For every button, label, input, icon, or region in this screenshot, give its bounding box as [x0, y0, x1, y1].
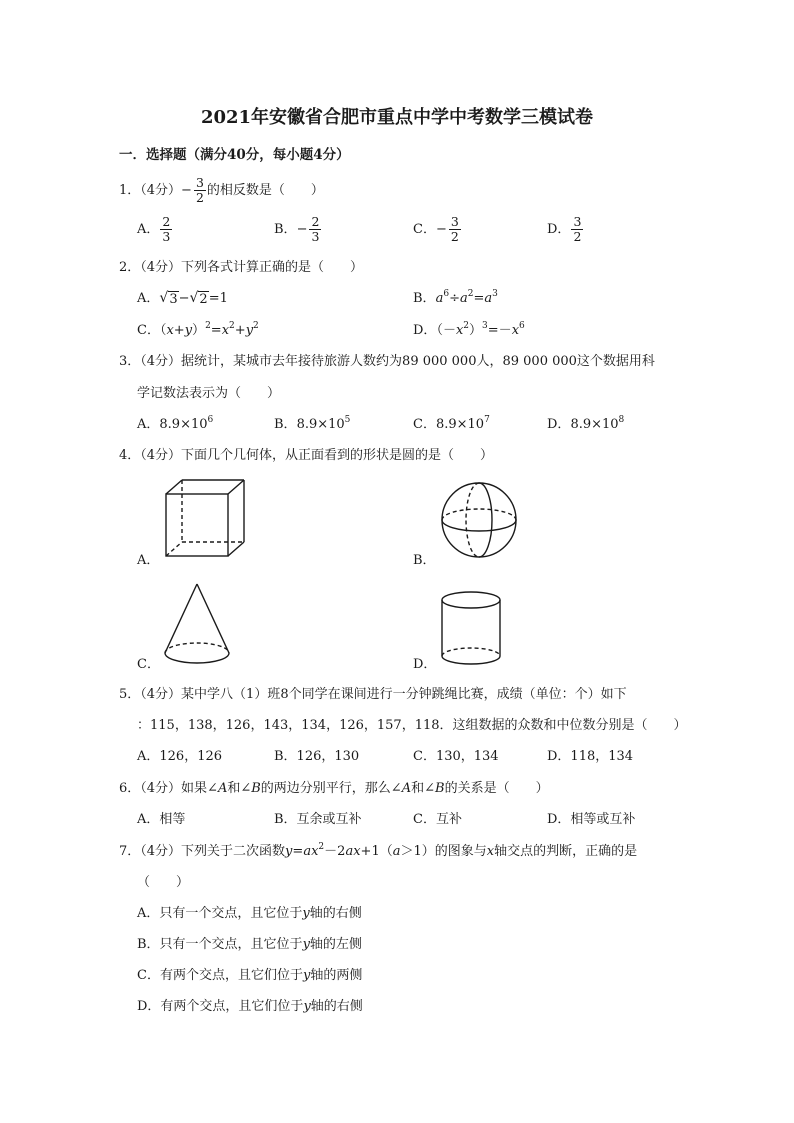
q1-a-fraction: [160, 215, 172, 244]
q1-suffix: 的相反数是（ ）: [206, 183, 324, 198]
section-heading: 一．选择题（满分40分，每小题4分）: [119, 147, 350, 163]
question-7-stem-line2: （ ）: [137, 875, 190, 890]
q1-frac-den: 2: [195, 190, 204, 205]
q2-option-d[interactable]: D．$(-x^2)^3=-x^6$: [413, 321, 525, 338]
q3-option-b[interactable]: B．$8.9\times 10^5$: [274, 415, 351, 432]
q6-option-c[interactable]: C．互补: [413, 812, 462, 827]
neg-sign: −: [296, 222, 308, 237]
cube-icon: [160, 478, 250, 558]
q5-option-a[interactable]: A．126，126: [137, 749, 223, 764]
q6-option-b[interactable]: B．互余或互补: [274, 812, 362, 827]
question-2-stem: 2．（4分）下列各式计算正确的是（ ）: [119, 260, 364, 275]
sqrt-3: √ 3: [159, 290, 178, 307]
q7-option-d[interactable]: D．有两个交点，且它们位于y轴的右侧: [137, 999, 363, 1014]
option-label: C．: [413, 222, 436, 237]
q1-d-fraction: [571, 215, 583, 244]
sqrt-2: √ 2: [189, 290, 208, 307]
q1-c-fraction: [449, 215, 461, 244]
option-label: A．: [137, 291, 160, 306]
frac-num: 3: [450, 214, 459, 229]
q1-fraction: [194, 176, 206, 205]
page-title: 2021年安徽省合肥市重点中学中考数学三模试卷: [200, 107, 594, 128]
question-5-stem-line2: ：115，138，126，143，134，126，157，118．这组数据的众数和中位数分别是（ ）: [137, 718, 687, 733]
q5-option-d[interactable]: D．118，134: [547, 749, 634, 764]
q4-option-b-label[interactable]: B．: [413, 553, 436, 568]
q1-option-b[interactable]: [274, 213, 322, 247]
question-5-stem-line1: 5．（4分）某中学八（1）班8个同学在课间进行一分钟跳绳比赛，成绩（单位：个）如下: [119, 687, 627, 702]
q4-option-a-label[interactable]: A．: [137, 553, 160, 568]
q3-option-a[interactable]: A．$8.9\times 10^6$: [137, 415, 214, 432]
q5-option-b[interactable]: B．126，130: [274, 749, 360, 764]
q5-option-c[interactable]: C．130，134: [413, 749, 499, 764]
q1-neg-sign: −: [181, 183, 192, 198]
q1-option-a[interactable]: [137, 213, 173, 247]
q2-option-a[interactable]: A． √ 3 − √ 2 =1: [137, 290, 228, 307]
neg-sign: −: [435, 222, 447, 237]
question-3-stem-line1: 3．（4分）据统计，某城市去年接待旅游人数约为89 000 000人，89 000 000这个数据用科: [119, 354, 655, 369]
q1-option-d[interactable]: [547, 213, 584, 247]
option-label: D．: [547, 222, 571, 237]
frac-den: 3: [162, 229, 171, 244]
frac-den: 2: [573, 229, 582, 244]
sphere-icon: [441, 482, 521, 562]
frac-num: 2: [162, 214, 171, 229]
q2-option-c[interactable]: C．$(x+y)^2=x^2+y^2$: [137, 321, 259, 338]
question-4-stem: 4．（4分）下面几个几何体，从正面看到的形状是圆的是（ ）: [119, 448, 494, 463]
q1-frac-num: 3: [195, 175, 204, 190]
q3-option-d[interactable]: D．$8.9\times 10^8$: [547, 415, 625, 432]
q1-b-fraction: [309, 215, 321, 244]
frac-den: 2: [450, 229, 459, 244]
question-1-stem: [119, 174, 324, 208]
cylinder-icon: [441, 590, 503, 670]
q6-option-d[interactable]: D．相等或互补: [547, 812, 636, 827]
q1-option-c[interactable]: [413, 213, 462, 247]
question-3-stem-line2: 学记数法表示为（ ）: [137, 386, 281, 401]
q6-option-a[interactable]: A．相等: [137, 812, 186, 827]
option-label: D．: [413, 323, 437, 338]
frac-den: 3: [311, 229, 320, 244]
q4-option-c-label[interactable]: C．: [137, 657, 160, 672]
q2-option-b[interactable]: B．$a^6\div a^2=a^3$: [413, 289, 498, 306]
option-label: B．: [274, 222, 297, 237]
question-7-stem-line1: 7．（4分）下列关于二次函数$y=ax^2-2ax+1(a>1)$的图象与x轴交点的判断，正确的是: [119, 842, 638, 859]
q7-option-b[interactable]: B．只有一个交点，且它位于y轴的左侧: [137, 937, 362, 952]
q1-prefix: 1．（4分）: [119, 183, 182, 198]
q4-option-d-label[interactable]: D．: [413, 657, 437, 672]
cone-icon: [163, 582, 233, 667]
option-label: A．: [137, 222, 160, 237]
option-label: B．: [413, 291, 436, 306]
frac-num: 3: [573, 214, 582, 229]
q3-option-c[interactable]: C．$8.9\times 10^7$: [413, 415, 490, 432]
question-6-stem: 6．（4分）如果∠A和∠B的两边分别平行，那么∠A和∠B的关系是（ ）: [119, 781, 549, 796]
q7-option-a[interactable]: A．只有一个交点，且它位于y轴的右侧: [137, 906, 362, 921]
q7-option-c[interactable]: C．有两个交点，且它们位于y轴的两侧: [137, 968, 363, 983]
frac-num: 2: [311, 214, 320, 229]
option-label: C．: [137, 323, 160, 338]
